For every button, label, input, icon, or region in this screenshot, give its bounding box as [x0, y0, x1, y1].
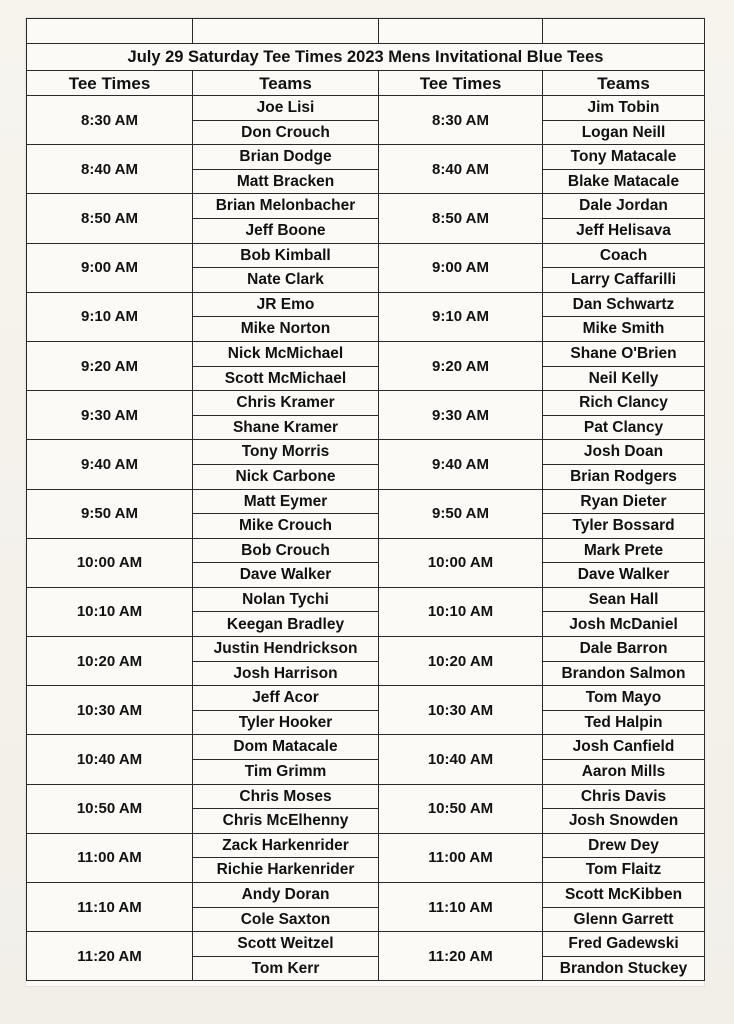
player-name-left: Cole Saxton	[193, 907, 379, 932]
header-teams-left: Teams	[193, 71, 379, 96]
tee-time-right: 10:30 AM	[379, 686, 543, 735]
player-name-left: Brian Melonbacher	[193, 194, 379, 219]
tee-time-left: 8:50 AM	[27, 194, 193, 243]
tee-time-right: 9:50 AM	[379, 489, 543, 538]
player-name-left: Keegan Bradley	[193, 612, 379, 637]
player-name-left: Scott McMichael	[193, 366, 379, 391]
table-row	[27, 341, 705, 366]
blank-cell	[27, 19, 193, 44]
tee-time-right: 8:50 AM	[379, 194, 543, 243]
player-name-right: Jeff Helisava	[543, 218, 705, 243]
player-name-right: Dave Walker	[543, 563, 705, 588]
player-name-left: Jeff Boone	[193, 218, 379, 243]
tee-time-left: 10:50 AM	[27, 784, 193, 833]
table-row	[27, 932, 705, 957]
tee-time-left: 10:30 AM	[27, 686, 193, 735]
player-name-right: Jim Tobin	[543, 96, 705, 121]
header-teams-right: Teams	[543, 71, 705, 96]
tee-time-left: 8:30 AM	[27, 96, 193, 145]
player-name-left: Mike Crouch	[193, 514, 379, 539]
tee-time-right: 8:30 AM	[379, 96, 543, 145]
player-name-right: Chris Davis	[543, 784, 705, 809]
table-row	[27, 292, 705, 317]
player-name-right: Shane O'Brien	[543, 341, 705, 366]
tee-times-sheet	[26, 18, 704, 986]
player-name-right: Neil Kelly	[543, 366, 705, 391]
table-row	[27, 587, 705, 612]
player-name-right: Brandon Stuckey	[543, 956, 705, 981]
player-name-right: Brandon Salmon	[543, 661, 705, 686]
tee-time-left: 8:40 AM	[27, 145, 193, 194]
player-name-left: Mike Norton	[193, 317, 379, 342]
tee-time-left: 11:10 AM	[27, 883, 193, 932]
header-tee-times-right: Tee Times	[379, 71, 543, 96]
table-row	[27, 784, 705, 809]
player-name-right: Mike Smith	[543, 317, 705, 342]
player-name-left: Nate Clark	[193, 268, 379, 293]
tee-time-right: 11:10 AM	[379, 883, 543, 932]
player-name-left: Bob Kimball	[193, 243, 379, 268]
tee-time-left: 9:10 AM	[27, 292, 193, 341]
player-name-right: Josh Doan	[543, 440, 705, 465]
tee-time-right: 10:40 AM	[379, 735, 543, 784]
player-name-left: Jeff Acor	[193, 686, 379, 711]
tee-time-right: 10:00 AM	[379, 538, 543, 587]
player-name-left: Dave Walker	[193, 563, 379, 588]
player-name-right: Scott McKibben	[543, 883, 705, 908]
table-row	[27, 440, 705, 465]
player-name-right: Josh Snowden	[543, 809, 705, 834]
player-name-right: Dale Jordan	[543, 194, 705, 219]
table-row	[27, 489, 705, 514]
table-row	[27, 391, 705, 416]
tee-time-left: 9:20 AM	[27, 341, 193, 390]
tee-time-left: 10:20 AM	[27, 637, 193, 686]
tee-time-left: 9:30 AM	[27, 391, 193, 440]
blank-cell	[379, 19, 543, 44]
player-name-right: Blake Matacale	[543, 169, 705, 194]
player-name-right: Tom Flaitz	[543, 858, 705, 883]
player-name-right: Tyler Bossard	[543, 514, 705, 539]
player-name-right: Mark Prete	[543, 538, 705, 563]
table-row	[27, 686, 705, 711]
player-name-left: Tim Grimm	[193, 760, 379, 785]
player-name-left: Richie Harkenrider	[193, 858, 379, 883]
tee-time-left: 9:50 AM	[27, 489, 193, 538]
player-name-right: Coach	[543, 243, 705, 268]
player-name-left: Zack Harkenrider	[193, 833, 379, 858]
player-name-right: Logan Neill	[543, 120, 705, 145]
player-name-left: Chris Moses	[193, 784, 379, 809]
tee-time-left: 9:40 AM	[27, 440, 193, 489]
tee-time-left: 10:00 AM	[27, 538, 193, 587]
player-name-left: Chris McElhenny	[193, 809, 379, 834]
tee-time-left: 9:00 AM	[27, 243, 193, 292]
tee-time-right: 9:20 AM	[379, 341, 543, 390]
blank-cell	[543, 19, 705, 44]
player-name-left: Justin Hendrickson	[193, 637, 379, 662]
tee-time-right: 8:40 AM	[379, 145, 543, 194]
table-row	[27, 538, 705, 563]
player-name-left: Chris Kramer	[193, 391, 379, 416]
player-name-left: Nick Carbone	[193, 464, 379, 489]
player-name-right: Glenn Garrett	[543, 907, 705, 932]
player-name-right: Fred Gadewski	[543, 932, 705, 957]
player-name-left: Nick McMichael	[193, 341, 379, 366]
player-name-right: Josh McDaniel	[543, 612, 705, 637]
player-name-right: Dale Barron	[543, 637, 705, 662]
player-name-left: Shane Kramer	[193, 415, 379, 440]
tee-time-right: 9:40 AM	[379, 440, 543, 489]
page-title: July 29 Saturday Tee Times 2023 Mens Invitational Blue Tees	[27, 44, 705, 71]
tee-time-left: 10:10 AM	[27, 587, 193, 636]
player-name-right: Tony Matacale	[543, 145, 705, 170]
table-row	[27, 735, 705, 760]
player-name-left: Nolan Tychi	[193, 587, 379, 612]
tee-time-right: 9:10 AM	[379, 292, 543, 341]
header-row	[27, 71, 705, 96]
player-name-right: Sean Hall	[543, 587, 705, 612]
table-row	[27, 883, 705, 908]
tee-time-right: 10:20 AM	[379, 637, 543, 686]
player-name-right: Dan Schwartz	[543, 292, 705, 317]
player-name-left: Don Crouch	[193, 120, 379, 145]
player-name-left: Scott Weitzel	[193, 932, 379, 957]
player-name-right: Brian Rodgers	[543, 464, 705, 489]
player-name-right: Pat Clancy	[543, 415, 705, 440]
player-name-left: Matt Eymer	[193, 489, 379, 514]
player-name-right: Ryan Dieter	[543, 489, 705, 514]
tee-time-right: 9:00 AM	[379, 243, 543, 292]
tee-time-right: 11:20 AM	[379, 932, 543, 981]
table-row	[27, 145, 705, 170]
tee-time-right: 10:10 AM	[379, 587, 543, 636]
player-name-left: Andy Doran	[193, 883, 379, 908]
player-name-right: Larry Caffarilli	[543, 268, 705, 293]
player-name-left: Tyler Hooker	[193, 710, 379, 735]
player-name-left: Matt Bracken	[193, 169, 379, 194]
table-row	[27, 833, 705, 858]
tee-time-left: 11:20 AM	[27, 932, 193, 981]
table-row	[27, 637, 705, 662]
player-name-left: Brian Dodge	[193, 145, 379, 170]
tee-time-right: 9:30 AM	[379, 391, 543, 440]
player-name-left: JR Emo	[193, 292, 379, 317]
blank-top-row	[27, 19, 705, 44]
player-name-right: Rich Clancy	[543, 391, 705, 416]
player-name-left: Josh Harrison	[193, 661, 379, 686]
player-name-right: Aaron Mills	[543, 760, 705, 785]
tee-time-left: 11:00 AM	[27, 833, 193, 882]
table-row	[27, 194, 705, 219]
player-name-left: Tom Kerr	[193, 956, 379, 981]
tee-time-left: 10:40 AM	[27, 735, 193, 784]
blank-cell	[193, 19, 379, 44]
tee-times-table	[26, 18, 705, 981]
player-name-right: Drew Dey	[543, 833, 705, 858]
title-row	[27, 44, 705, 71]
player-name-right: Ted Halpin	[543, 710, 705, 735]
header-tee-times-left: Tee Times	[27, 71, 193, 96]
table-row	[27, 243, 705, 268]
player-name-right: Josh Canfield	[543, 735, 705, 760]
player-name-left: Joe Lisi	[193, 96, 379, 121]
player-name-left: Bob Crouch	[193, 538, 379, 563]
tee-time-right: 10:50 AM	[379, 784, 543, 833]
tee-time-right: 11:00 AM	[379, 833, 543, 882]
player-name-left: Dom Matacale	[193, 735, 379, 760]
player-name-right: Tom Mayo	[543, 686, 705, 711]
table-row	[27, 96, 705, 121]
player-name-left: Tony Morris	[193, 440, 379, 465]
